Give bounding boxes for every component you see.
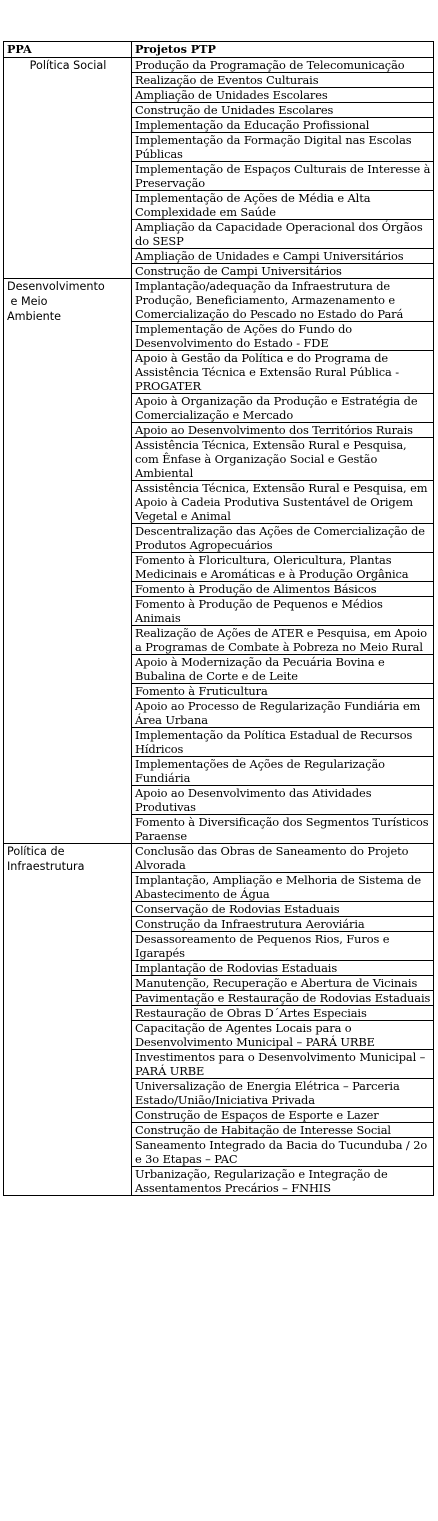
project-cell: Implementação de Espaços Culturais de Interesse à Preservação	[132, 162, 434, 191]
project-cell: Implantação/adequação da Infraestrutura de Produção, Beneficiamento, Armazenamento e Comercialização do Pescado no Estado do Pará	[132, 279, 434, 322]
projects-column-header: Projetos PTP	[132, 42, 434, 58]
project-cell: Assistência Técnica, Extensão Rural e Pesquisa, com Ênfase à Organização Social e Gestão Ambiental	[132, 438, 434, 481]
project-cell: Implementação de Ações de Média e Alta Complexidade em Saúde	[132, 191, 434, 220]
ppa-group-cell	[4, 58, 132, 279]
project-cell: Conclusão das Obras de Saneamento do Projeto Alvorada	[132, 844, 434, 873]
project-cell: Saneamento Integrado da Bacia do Tucunduba / 2o e 3o Etapas – PAC	[132, 1138, 434, 1167]
project-cell: Apoio à Gestão da Política e do Programa de Assistência Técnica e Extensão Rural Pública - PROGATER	[132, 351, 434, 394]
project-cell: Manutenção, Recuperação e Abertura de Vicinais	[132, 976, 434, 991]
ppa-group-name-line: Desenvolvimento	[7, 280, 105, 293]
project-cell: Implementação da Formação Digital nas Escolas Públicas	[132, 133, 434, 162]
project-cell: Investimentos para o Desenvolvimento Municipal – PARÁ URBE	[132, 1050, 434, 1079]
project-cell: Urbanização, Regularização e Integração de Assentamentos Precários – FNHIS	[132, 1167, 434, 1196]
table-body	[4, 58, 434, 1196]
ppa-group-cell	[4, 279, 132, 844]
ppa-group-name-line: Ambiente	[7, 310, 62, 323]
project-cell: Universalização de Energia Elétrica – Parceria Estado/União/Iniciativa Privada	[132, 1079, 434, 1108]
project-cell: Restauração de Obras D´Artes Especiais	[132, 1006, 434, 1021]
project-cell: Implantação, Ampliação e Melhoria de Sistema de Abastecimento de Água	[132, 873, 434, 902]
ppa-group-name-line: e Meio	[7, 295, 48, 308]
project-cell: Ampliação da Capacidade Operacional dos Órgãos do SESP	[132, 220, 434, 249]
project-cell: Ampliação de Unidades e Campi Universitários	[132, 249, 434, 264]
ppa-column-header: PPA	[4, 42, 132, 58]
project-cell: Capacitação de Agentes Locais para o Desenvolvimento Municipal – PARÁ URBE	[132, 1021, 434, 1050]
ppa-projects-table	[3, 41, 434, 1196]
project-cell: Ampliação de Unidades Escolares	[132, 88, 434, 103]
table-row	[4, 279, 434, 322]
project-cell: Conservação de Rodovias Estaduais	[132, 902, 434, 917]
project-cell: Apoio ao Processo de Regularização Fundiária em Área Urbana	[132, 699, 434, 728]
project-cell: Construção da Infraestrutura Aeroviária	[132, 917, 434, 932]
ppa-group-cell	[4, 844, 132, 1196]
project-cell: Fomento à Produção de Pequenos e Médios Animais	[132, 597, 434, 626]
project-cell: Construção de Habitação de Interesse Social	[132, 1123, 434, 1138]
project-cell: Implementações de Ações de Regularização Fundiária	[132, 757, 434, 786]
project-cell: Pavimentação e Restauração de Rodovias Estaduais	[132, 991, 434, 1006]
project-cell: Realização de Eventos Culturais	[132, 73, 434, 88]
project-cell: Implementação da Política Estadual de Recursos Hídricos	[132, 728, 434, 757]
ppa-group-name-line: Política de	[7, 845, 65, 858]
project-cell: Implantação de Rodovias Estaduais	[132, 961, 434, 976]
project-cell: Apoio ao Desenvolvimento das Atividades Produtivas	[132, 786, 434, 815]
project-cell: Apoio à Organização da Produção e Estratégia de Comercialização e Mercado	[132, 394, 434, 423]
project-cell: Fomento à Fruticultura	[132, 684, 434, 699]
project-cell: Construção de Campi Universitários	[132, 264, 434, 279]
project-cell: Apoio à Modernização da Pecuária Bovina e Bubalina de Corte e de Leite	[132, 655, 434, 684]
ppa-group-name-line: Política Social	[29, 59, 107, 72]
project-cell: Fomento à Diversificação dos Segmentos Turísticos Paraense	[132, 815, 434, 844]
table-header-row	[4, 42, 434, 58]
table-row	[4, 58, 434, 73]
project-cell: Fomento à Produção de Alimentos Básicos	[132, 582, 434, 597]
project-cell: Construção de Unidades Escolares	[132, 103, 434, 118]
table-row	[4, 844, 434, 873]
project-cell: Realização de Ações de ATER e Pesquisa, em Apoio a Programas de Combate à Pobreza no Meio Rural	[132, 626, 434, 655]
project-cell: Fomento à Floricultura, Olericultura, Plantas Medicinais e Aromáticas e à Produção Orgânica	[132, 553, 434, 582]
project-cell: Produção da Programação de Telecomunicação	[132, 58, 434, 73]
document-page	[3, 41, 434, 1196]
project-cell: Implementação da Educação Profissional	[132, 118, 434, 133]
ppa-group-name-line: Infraestrutura	[7, 860, 85, 873]
project-cell: Descentralização das Ações de Comercialização de Produtos Agropecuários	[132, 524, 434, 553]
project-cell: Implementação de Ações do Fundo do Desenvolvimento do Estado - FDE	[132, 322, 434, 351]
project-cell: Construção de Espaços de Esporte e Lazer	[132, 1108, 434, 1123]
project-cell: Assistência Técnica, Extensão Rural e Pesquisa, em Apoio à Cadeia Produtiva Sustentável de Origem Vegetal e Animal	[132, 481, 434, 524]
project-cell: Apoio ao Desenvolvimento dos Territórios Rurais	[132, 423, 434, 438]
project-cell: Desassoreamento de Pequenos Rios, Furos e Igarapés	[132, 932, 434, 961]
